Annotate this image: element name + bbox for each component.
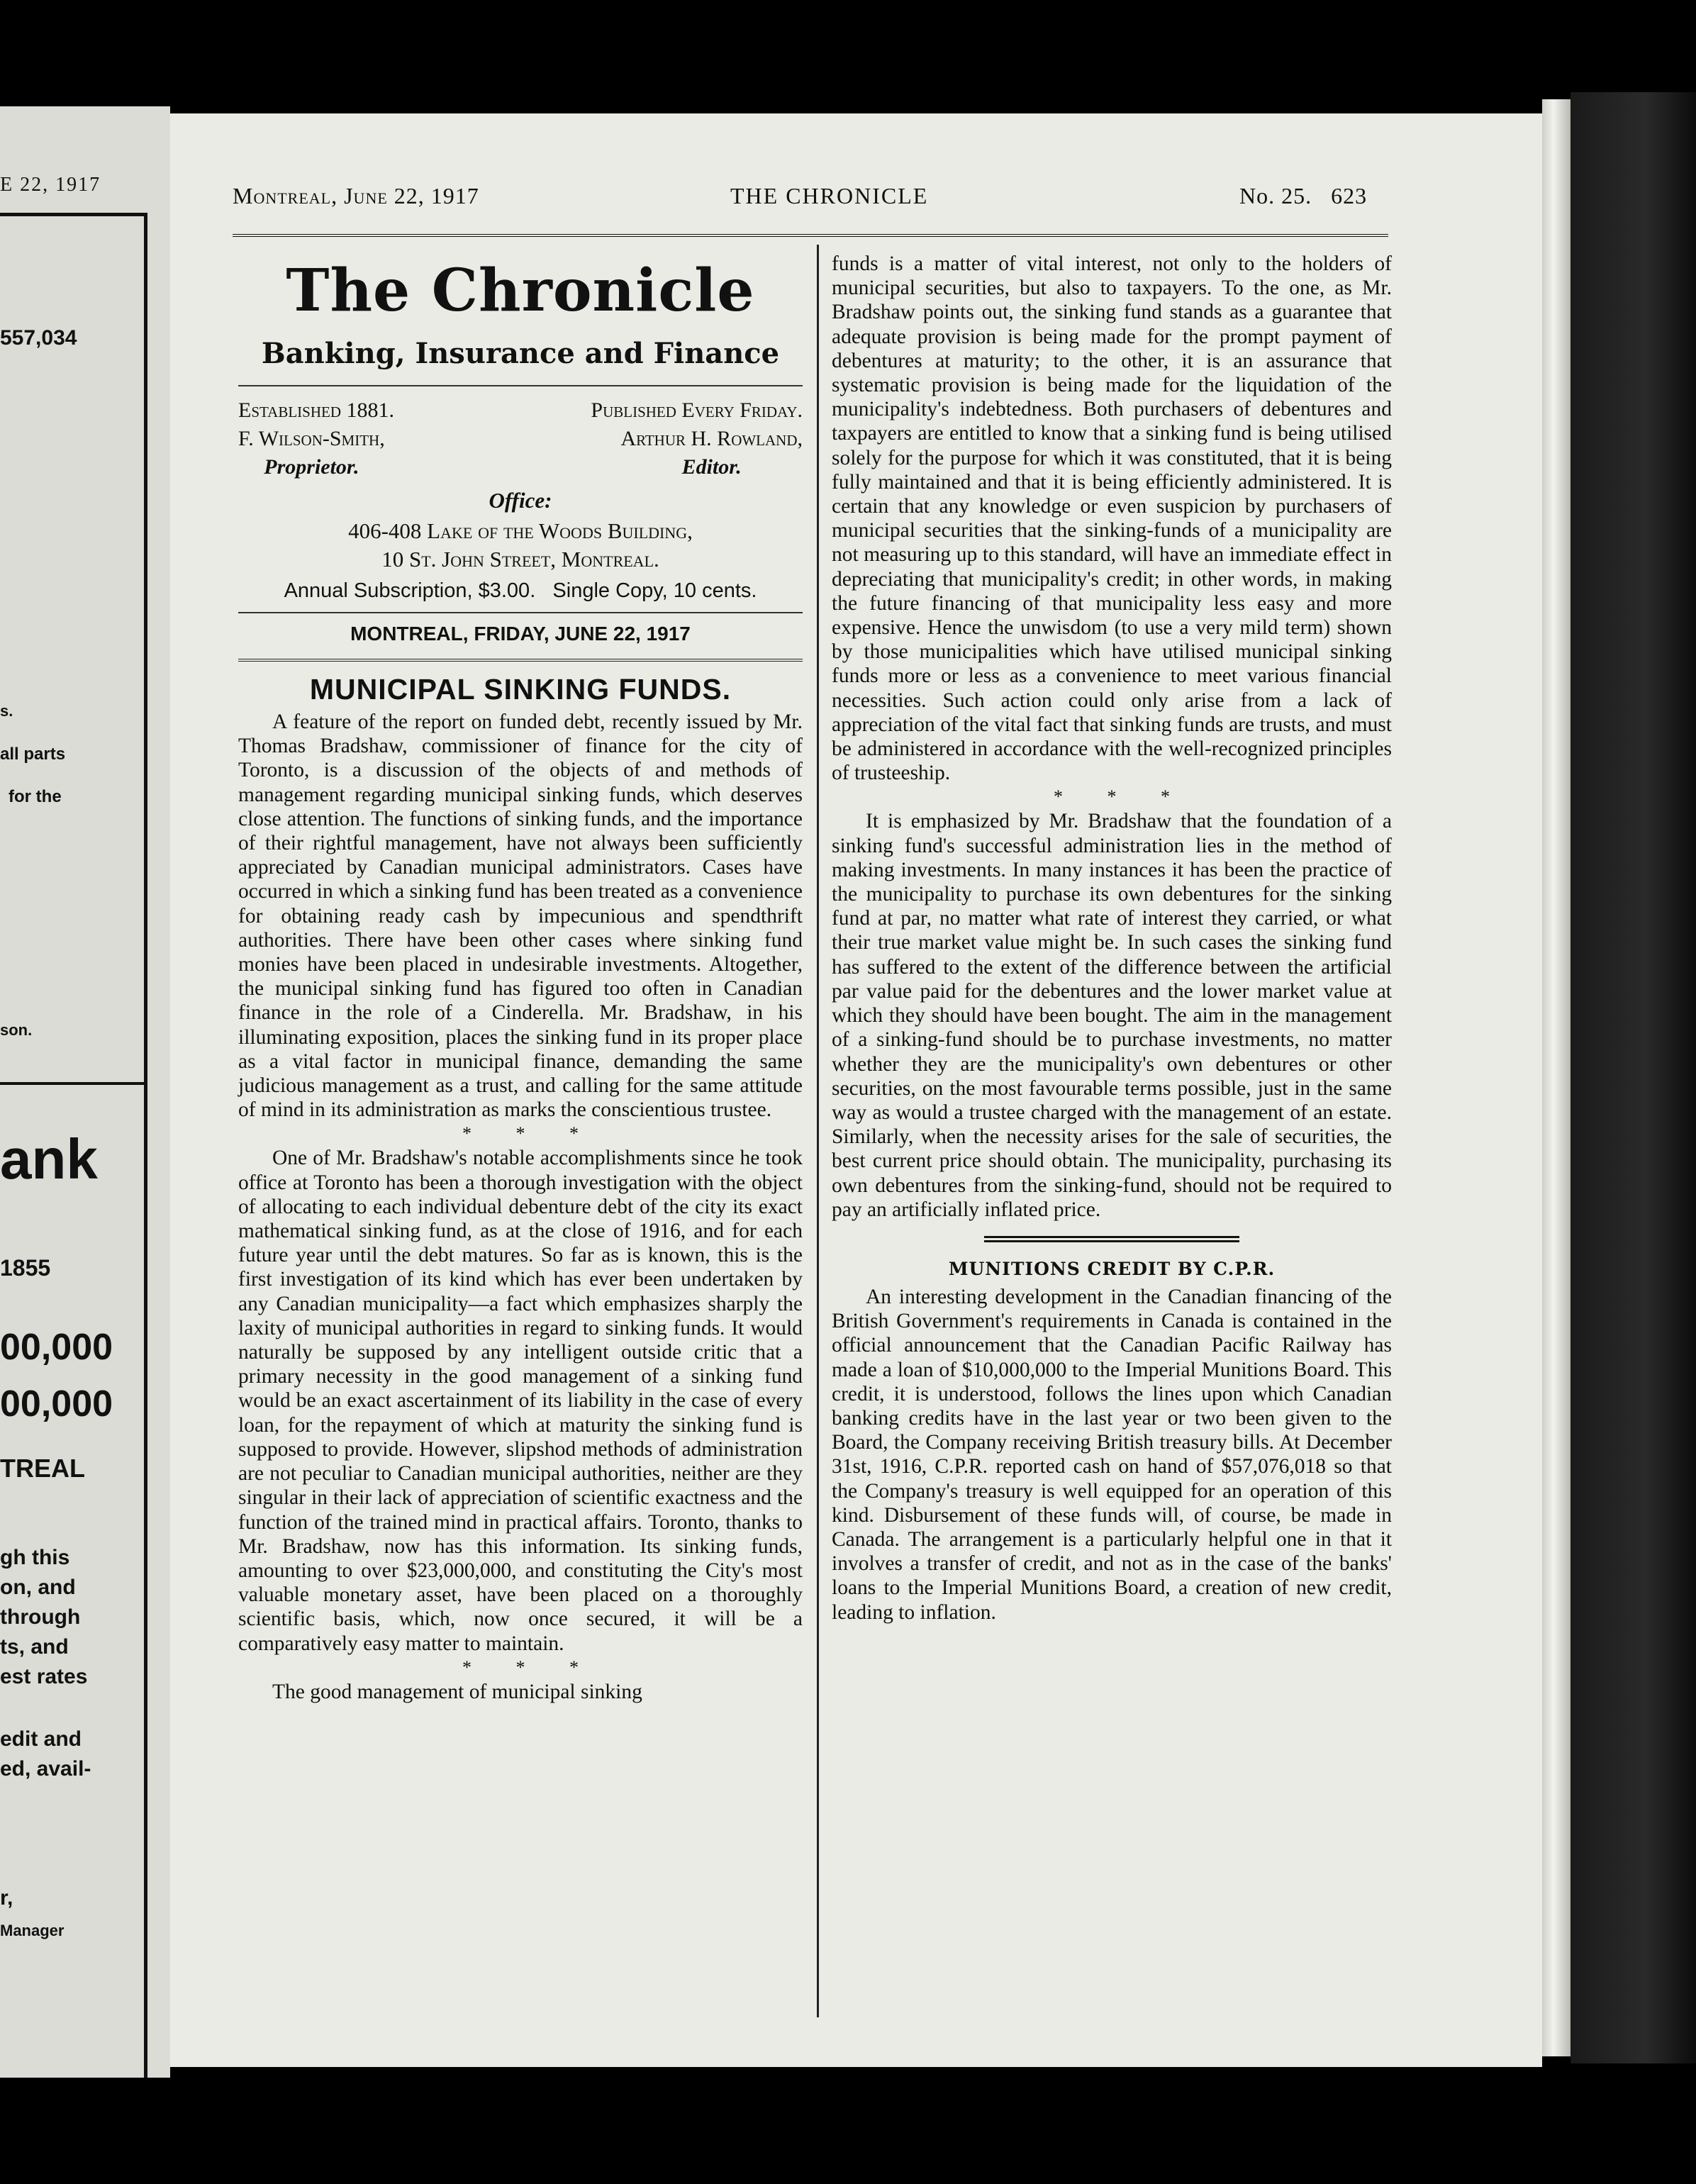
office-label: Office: — [489, 488, 552, 513]
section-break-stars: * * * — [1054, 786, 1190, 808]
masthead-info-row — [238, 396, 803, 425]
facing-page-text: r, — [0, 1886, 13, 1910]
facing-page-text: gh this — [0, 1546, 70, 1569]
established-line: Established 1881. — [238, 399, 394, 422]
issue-dateline: MONTREAL, FRIDAY, JUNE 22, 1917 — [350, 623, 691, 645]
facing-page-text: all parts — [0, 745, 66, 764]
facing-page-text: ank — [0, 1127, 98, 1191]
facing-page-text: 557,034 — [0, 326, 77, 350]
facing-page-date: E 22, 1917 — [0, 174, 101, 196]
article-paragraph: One of Mr. Bradshaw's notable accomplishments since he took office at Toronto has been a thorough investigation with the object of allocating to each individual debenture debt of the city its exact mathematical sinking fund, as at the close of 1916, and for each future year until the debt matures. So far as is known, this is the first investigation of its kind which has ever been undertaken by any Canadian municipality—a fact which emphasizes sharply the laxity of municipal authorities in regard to sinking funds. It would naturally be supposed by any intelligent outside critic that a primary necessity in the good management of a sinking fund would be an exact ascertainment of its liability in the case of every loan, for the repayment of which at maturity the sinking fund is supposed to provide. However, slipshod methods of administration are not peculiar to Canadian municipal authorities, neither are they singular in their lack of appreciation of scientific exactness and the function of the trained mind in practical affairs. Toronto, thanks to Mr. Bradshaw, now has this information. Its sinking funds, amounting to over $23,000,000, and constituting the City's most valuable monetary asset, have been placed on a thoroughly scientific basis, which, now once secured, it will be a comparatively easy matter to maintain. — [238, 1147, 803, 1655]
facing-page-text: 00,000 — [0, 1383, 113, 1425]
section-break-stars: * * * — [462, 1123, 598, 1144]
binding-shadow — [1571, 92, 1696, 2063]
article-paragraph: A feature of the report on funded debt, recently issued by Mr. Thomas Bradshaw, commissioner of finance for the city of Toronto, is a discussion of the objects of and methods of management regarding municipal sinking funds, which deserves close attention. The functions of sinking funds, and the importance of their rightful management, have not always been sufficiently appreciated by Canadian municipal administrators. Cases have occurred in which a sinking fund has been treated as a convenience for obtaining ready cash by impecunious and spendthrift authorities. There have been other cases where sinking fund monies have been placed in undesirable investments. Altogether, the municipal sinking fund has figured too often in Canadian finance in the role of a Cinderella. Mr. Bradshaw, in his illuminating exposition, places the sinking fund in its proper place as a vital factor in municipal finance, demanding the same judicious management as a trust, and calling for the same attitude of mind in its administration as marks the conscientious trustee. — [238, 711, 803, 1122]
right-column — [832, 252, 1392, 1625]
facing-page-text: son. — [0, 1021, 33, 1039]
editor-name: Arthur H. Rowland, — [620, 427, 803, 450]
office-address-line-1: 406-408 Lake of the Woods Building, — [348, 518, 693, 543]
article-separator-rule — [984, 1236, 1239, 1242]
facing-page-text: through — [0, 1605, 81, 1629]
editor-role: Editor. — [681, 455, 742, 479]
running-head-page-number: No. 25. 623 — [1239, 183, 1368, 208]
facing-page-text: 1855 — [0, 1255, 51, 1281]
column-divider — [817, 245, 819, 2017]
facing-page-text: TREAL — [0, 1454, 85, 1483]
running-head-date: Montreal, June 22, 1917 — [233, 183, 479, 208]
office-address-line-2: 10 St. John Street, Montreal. — [381, 547, 659, 572]
article-heading-sinking-funds: MUNICIPAL SINKING FUNDS. — [309, 673, 732, 706]
section-break-stars: * * * — [462, 1656, 598, 1678]
article-paragraph: It is emphasized by Mr. Bradshaw that the foundation of a sinking fund's successful administration lies in the method of making investments. In many instances it has been the practice of the municipality to purchase its own debentures for the sinking fund at par, no matter what rate of interest they carried, or what their true market value might be. In such cases the sinking fund has suffered to the extent of the difference between the artificial par value paid for the debentures and the lower market value at which they should have been bought. The aim in the management of a sinking-fund should be to purchase investments, no matter whether they are the municipality's own debentures or other securities, on the most favourable terms possible, just in the same way as would a trustee charged with the management of an estate. Similarly, when the necessity arises for the sale of securities, the best current price should obtain. The municipality, purchasing its own debentures from the sinking-fund, should not be required to pay an artificially inflated price. — [832, 810, 1392, 1221]
masthead-subtitle: Banking, Insurance and Finance — [261, 337, 780, 370]
editor-block — [620, 425, 803, 481]
masthead-title: The Chronicle — [286, 257, 755, 325]
facing-page-text: est rates — [0, 1665, 88, 1688]
subscription-line: Annual Subscription, $3.00. Single Copy, 10 cents. — [284, 579, 757, 602]
facing-page-text: for the — [9, 787, 62, 806]
facing-page-text: edit and — [0, 1727, 82, 1751]
facing-page-fragment — [0, 106, 170, 2078]
page-edge — [1542, 99, 1571, 2056]
article-heading-munitions-credit: MUNITIONS CREDIT BY C.P.R. — [948, 1258, 1276, 1279]
masthead-rule — [238, 385, 803, 386]
facing-page-text: ts, and — [0, 1635, 69, 1659]
dateline-rule — [238, 612, 803, 613]
masthead-bottom-rule — [238, 659, 803, 662]
facing-page-rule — [0, 1082, 147, 1085]
running-head-rule — [233, 234, 1388, 237]
facing-page-text: s. — [0, 702, 13, 720]
facing-page-text: ed, avail- — [0, 1757, 91, 1781]
masthead-people-row — [238, 425, 803, 481]
proprietor-name: F. Wilson-Smith, — [238, 427, 385, 450]
running-head-title: THE CHRONICLE — [730, 183, 929, 208]
proprietor-block — [238, 425, 385, 481]
published-line: Published Every Friday. — [591, 399, 803, 422]
facing-page-text: 00,000 — [0, 1327, 113, 1368]
proprietor-role: Proprietor. — [264, 455, 359, 479]
article-paragraph-start: The good management of municipal sinking — [272, 1680, 642, 1703]
left-column — [238, 252, 803, 1704]
article-paragraph: An interesting development in the Canadian financing of the British Government's requirements in Canada is contained in the official announcement that the Canadian Pacific Railway has made a loan of $10,000,000 to the Imperial Munitions Board. This credit, it is understood, follows the lines upon which Canadian banking credits have in the last year or two been given to the Board, the Company receiving British treasury bills. At December 31st, 1916, C.P.R. reported cash on hand of $57,076,018 so that the Company's treasury is well equipped for an operation of this kind. Disbursement of these funds will, of course, be made in Canada. The arrangement is a particularly helpful one in that it involves a transfer of credit, and not as in the case of the banks' loans to the Imperial Munitions Board, a creation of new credit, leading to inflation. — [832, 1285, 1392, 1624]
facing-page-text: Manager — [0, 1922, 65, 1939]
article-paragraph-continued: funds is a matter of vital interest, not only to the holders of municipal securities, but also to taxpayers. To the one, as Mr. Bradshaw points out, the sinking fund stands as a guarantee that adequate provision is being made for the prompt payment of debentures at maturity; to the other, it is an assurance that systematic provision is being made for the liquidation of the municipality's indebtedness. Both purchasers of debentures and taxpayers are entitled to know that a sinking fund is being utilised solely for the purpose for which it was constituted, that it is being fully maintained and that it is being efficiently administered. It is certain that any knowledge or even suspicion by purchasers of municipal securities that the sinking-funds of a municipality are not measuring up to this standard, will have an immediate effect in depreciating that municipality's credit; in other words, in making the future financing of that municipality less easy and more expensive. Hence the unwisdom (to use a very mild term) shown by those municipalities which have utilised municipal sinking funds more or less as a convenience to meet various financial necessities. Such action could only arise from a lack of appreciation of the vital fact that sinking funds are trusts, and must be administered in accordance with the well-recognized principles of trusteeship. — [832, 252, 1392, 785]
facing-page-text: on, and — [0, 1576, 76, 1599]
